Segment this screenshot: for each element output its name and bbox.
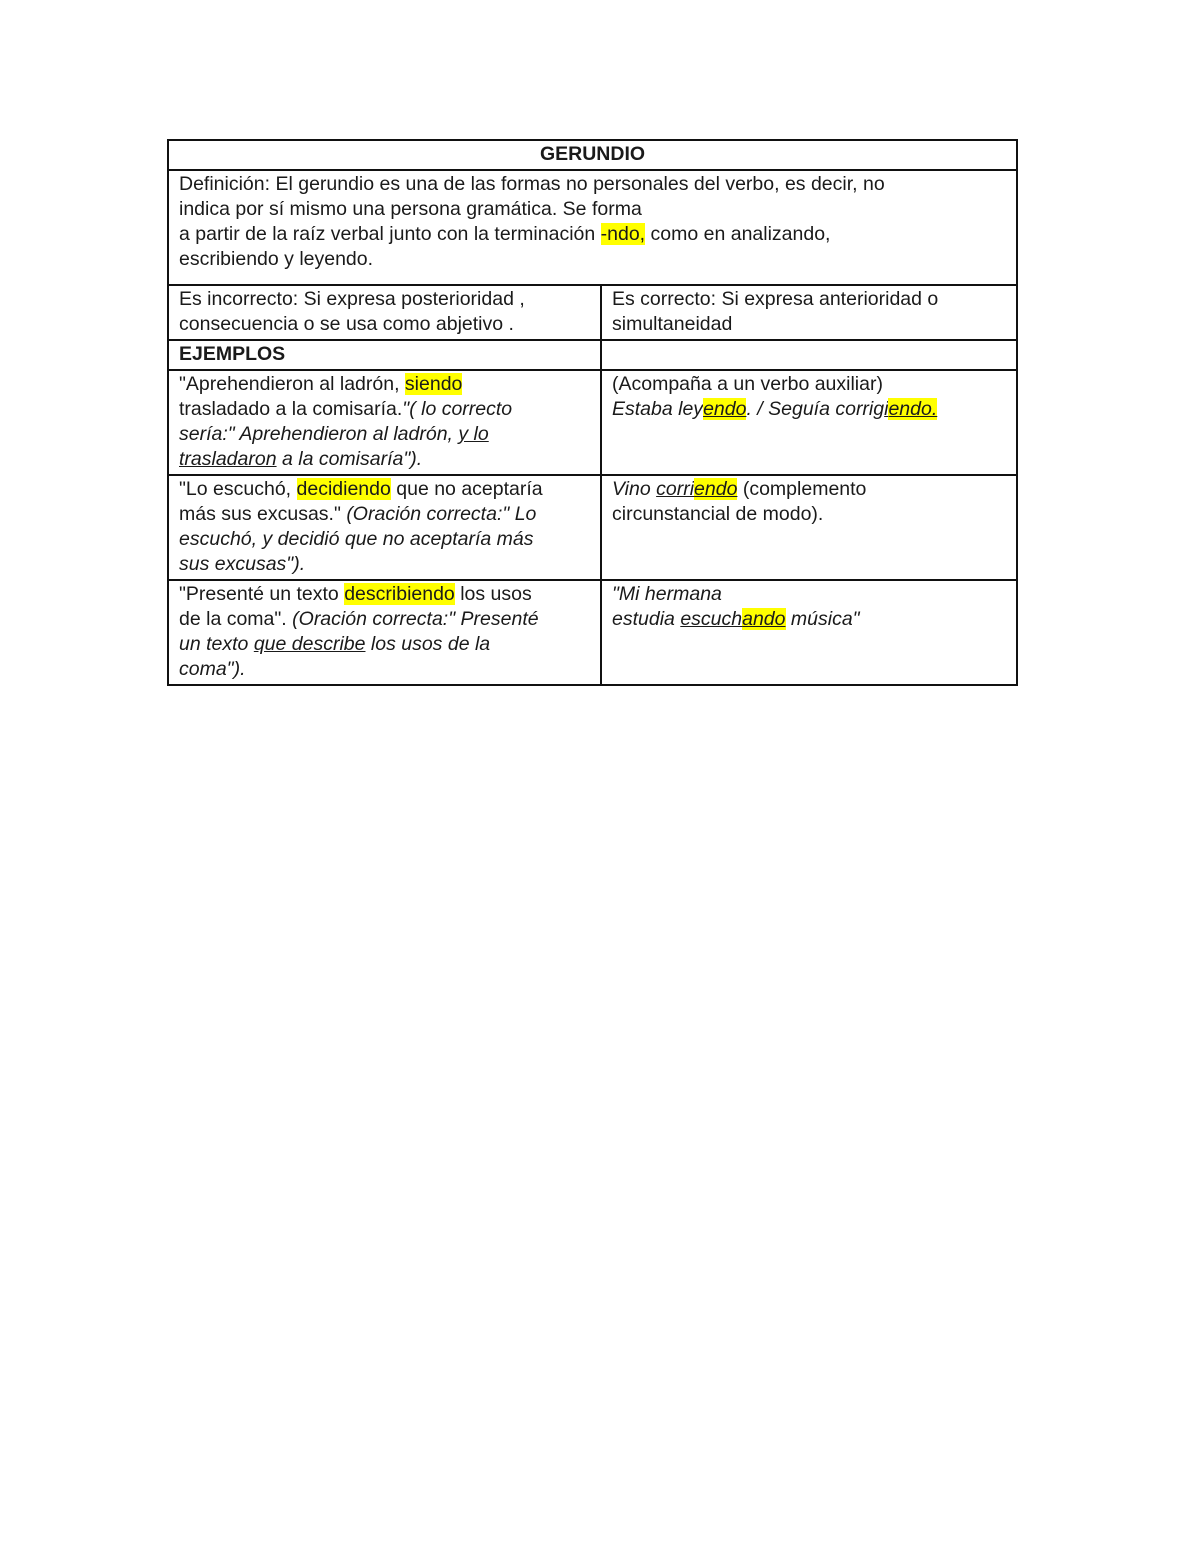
correct-line-2: simultaneidad — [612, 313, 733, 335]
ndo-highlight: -ndo, — [600, 223, 646, 245]
italic-span: a la comisaría"). — [276, 448, 423, 470]
definition-cell — [168, 170, 1017, 285]
definition-line-3-post: como en analizando, — [645, 223, 831, 245]
text-span: (Acompaña a un verbo auxiliar) — [612, 373, 883, 395]
italic-span: "Mi hermana — [612, 583, 722, 605]
example-2-correct — [601, 475, 1017, 580]
definition-line-2: indica por sí mismo una persona gramática. Se forma — [179, 198, 642, 220]
italic-span: Estaba ley — [612, 398, 704, 420]
italic-span: (Oración correcta:" Lo — [346, 503, 537, 525]
definition-line-1: Definición: El gerundio es una de las formas no personales del verbo, es decir, no — [179, 173, 885, 195]
ejemplos-label: EJEMPLOS — [168, 340, 601, 370]
definition-row — [168, 170, 1017, 285]
italic-span: sería:" Aprehendieron al ladrón, — [179, 423, 459, 445]
correct-line-1: Es correcto: Si expresa anterioridad o — [612, 288, 939, 310]
text-span: "Aprehendieron al ladrón, — [179, 373, 405, 395]
incorrect-header-cell — [168, 285, 601, 340]
ejemplos-empty-cell — [601, 340, 1017, 370]
example-row-3 — [168, 580, 1017, 685]
underlined-span: y lo — [458, 423, 489, 445]
underlined-span: corri — [656, 478, 695, 500]
example-3-incorrect — [168, 580, 601, 685]
example-1-correct — [601, 370, 1017, 475]
correct-header-cell — [601, 285, 1017, 340]
text-span: más sus excusas." — [179, 503, 347, 525]
incorrect-line-2: consecuencia o se usa como abjetivo . — [179, 313, 514, 335]
table-title: GERUNDIO — [168, 140, 1017, 170]
underlined-span: trasladaron — [179, 448, 277, 470]
describiendo-highlight: describiendo — [344, 583, 455, 605]
endo-highlight: endo — [703, 398, 747, 420]
text-span: "Presenté un texto — [179, 583, 345, 605]
italic-span: coma"). — [179, 658, 246, 680]
italic-span: Vino — [612, 478, 657, 500]
italic-span: sus excusas"). — [179, 553, 306, 575]
example-row-1 — [168, 370, 1017, 475]
underlined-span: escuch — [680, 608, 743, 630]
definition-line-3-pre: a partir de la raíz verbal junto con la terminación — [179, 223, 601, 245]
example-2-incorrect — [168, 475, 601, 580]
endo-highlight: endo. — [888, 398, 938, 420]
italic-span: música" — [785, 608, 860, 630]
italic-span: (Oración correcta:" Presenté — [292, 608, 539, 630]
incorrect-line-1: Es incorrecto: Si expresa posterioridad , — [179, 288, 525, 310]
underlined-span: que describe — [253, 633, 366, 655]
italic-span: . / Seguía corrig — [746, 398, 885, 420]
text-span: que no aceptaría — [390, 478, 543, 500]
decidiendo-highlight: decidiendo — [296, 478, 391, 500]
example-1-incorrect — [168, 370, 601, 475]
text-span: de la coma". — [179, 608, 293, 630]
title-row — [168, 140, 1017, 170]
ando-highlight: ando — [742, 608, 786, 630]
italic-span: un texto — [179, 633, 254, 655]
gerundio-table — [167, 139, 1018, 686]
example-row-2 — [168, 475, 1017, 580]
italic-span: escuchó, y decidió que no aceptaría más — [179, 528, 534, 550]
text-span: los usos — [454, 583, 532, 605]
ejemplos-row — [168, 340, 1017, 370]
definition-line-4: escribiendo y leyendo. — [179, 248, 374, 270]
text-span: trasladado a la comisaría. — [179, 398, 403, 420]
text-span: (complemento — [737, 478, 867, 500]
italic-span: "( lo correcto — [402, 398, 513, 420]
italic-span: estudia — [612, 608, 681, 630]
endo-highlight: endo — [694, 478, 738, 500]
italic-span: los usos de la — [365, 633, 491, 655]
text-span: "Lo escuchó, — [179, 478, 297, 500]
siendo-highlight: siendo — [404, 373, 463, 395]
underlined-span: i — [884, 398, 889, 420]
conditions-row — [168, 285, 1017, 340]
example-3-correct — [601, 580, 1017, 685]
text-span: circunstancial de modo). — [612, 503, 824, 525]
